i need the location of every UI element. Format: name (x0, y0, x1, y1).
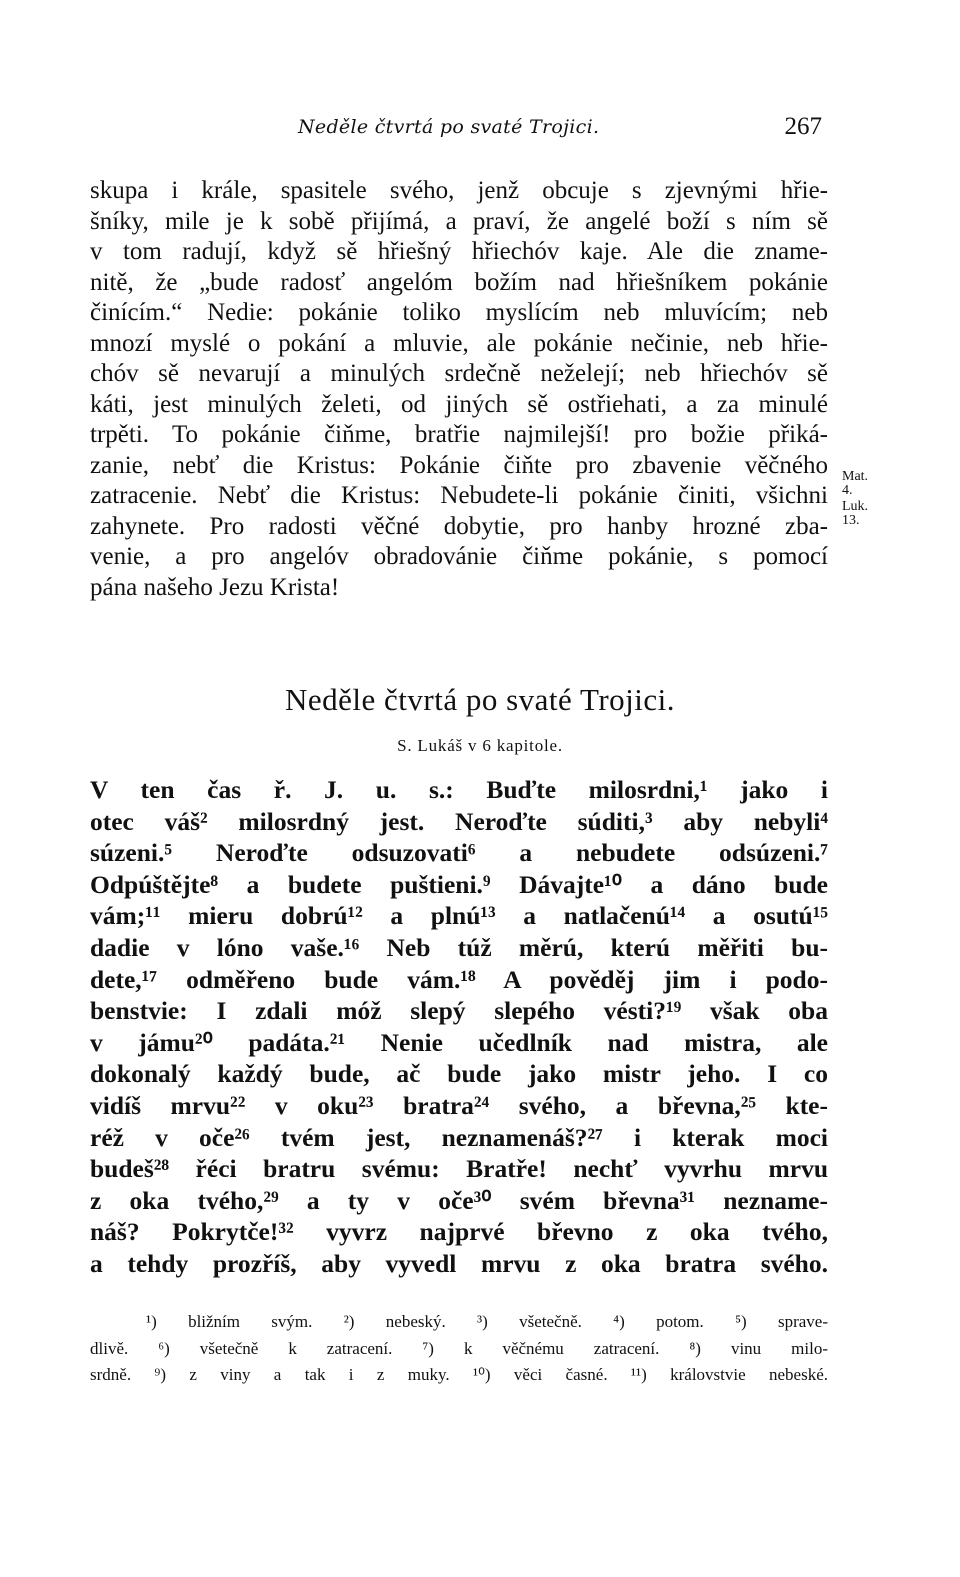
text-line: nitě, že „bude radosť angelóm božím nad hřiešníkem pokánie (90, 268, 828, 296)
text-line: činícím.“ Nedie: pokánie toliko myslícím neb mluvícím; neb (90, 299, 828, 326)
running-title: Neděle čtvrtá po svaté Trojici. (298, 116, 600, 138)
footnotes (90, 1309, 828, 1389)
text-line: zanie, nebť die Kristus: Pokánie čiňte pro zbavenie věčného (90, 451, 828, 479)
text-line: venie, a pro angelóv obradovánie čiňme pokánie, s pomocí (90, 543, 828, 570)
gospel-text (90, 774, 828, 1280)
gospel-line: z oka tvého,²⁹ a ty v oče³⁰ svém břevna³¹ neznamе- (90, 1185, 828, 1215)
gospel-line: vám;¹¹ mieru dobrú¹² a plnú¹³ a natlačenú¹⁴ a osutú¹⁵ (90, 901, 828, 931)
text-line: trpěti. To pokánie čiňme, bratřie najmilejší! pro božie přiká- (90, 421, 828, 448)
footnote-line: srdně. ⁹) z viny a tak i z muky. ¹⁰) věci časné. ¹¹) královstvie nebeské. (90, 1365, 828, 1384)
text-line: zatracenie. Nebť die Kristus: Nebudete-li pokánie činiti, všichni (90, 482, 828, 509)
paragraph (90, 176, 828, 603)
text-line: káti, jest minulých želeti, od jiných sě ostřiehati, a za minulé (90, 390, 828, 418)
section-subtitle: S. Lukáš v 6 kapitole. (397, 736, 563, 755)
text-line: mnozí myslé o pokání a mluvie, ale pokánie nečinie, neb hřie- (90, 329, 828, 357)
gospel-line: a tehdy prozříš, aby vyvedl mrvu z oka bratra svého. (90, 1248, 828, 1278)
gospel-line: dete,¹⁷ odměřeno bude vám.¹⁸ A pověděj jim i podo- (90, 964, 828, 994)
running-head (90, 113, 832, 146)
footnote-line: ¹) bližním svým. ²) nebeský. ³) všetečně. ⁴) potom. ⁵) sprave- (146, 1312, 828, 1331)
page-number: 267 (784, 113, 822, 140)
gospel-line: V ten čas ř. J. u. s.: Buďte milosrdni,¹ jako i (90, 775, 828, 804)
text-line: v tom radují, když sě hřiešný hřiechóv kaje. Ale die zname- (90, 238, 828, 265)
gospel-line: réž v oče²⁶ tvém jest, neznamenáš?²⁷ i kterak moci (90, 1122, 828, 1152)
gospel-line: Odpúštějte⁸ a budete puštieni.⁹ Dávajte¹⁰ a dáno bude (90, 869, 828, 899)
gospel-line: v jámu²⁰ padáta.²¹ Nenie učedlník nad mistra, ale (90, 1027, 828, 1057)
margin-note-mat: Mat. 4. (842, 469, 869, 498)
gospel-line: benstvie: I zdali móž slepý slepého vésti?¹⁹ však oba (90, 996, 828, 1026)
gospel-line: dokonalý každý bude, ač bude jako mistr jeho. I co (90, 1059, 828, 1089)
text-line: zahynete. Pro radosti věčné dobytie, pro hanby hrozné zba- (90, 512, 828, 540)
gospel-line: náš? Pokrytče!³² vyvrz najprvé břevno z oka tvého, (90, 1217, 828, 1247)
gospel-line: budeš²⁸ řéci bratru svému: Bratře! nechť vyvrhu mrvu (90, 1154, 828, 1184)
gospel-line: vidíš mrvu²² v oku²³ bratra²⁴ svého, a břevna,²⁵ kte- (90, 1090, 828, 1120)
text-line: pána našeho Jezu Krista! (90, 573, 340, 601)
gospel-line: súzeni.⁵ Neroďte odsuzovati⁶ a nebudete odsúzeni.⁷ (90, 838, 828, 868)
text-line: šníky, mile je k sobě přijímá, a praví, že angelé boží s ním sě (90, 207, 828, 235)
footnote-line: dlivě. ⁶) všetečně k zatracení. ⁷) k věčnému zatracení. ⁸) vinu milo- (90, 1338, 828, 1358)
margin-note-luk: Luk. 13. (842, 499, 869, 528)
gospel-line: dadie v lóno vaše.¹⁶ Neb túž měrú, kterú měřiti bu- (90, 932, 828, 962)
gospel-line: otec váš² milosrdný jest. Neroďte súditi,³ aby nebyli⁴ (90, 806, 828, 836)
text-line: skupa i krále, spasitele svého, jenž obcuje s zjevnými hřie- (90, 177, 828, 204)
section-title: Neděle čtvrtá po svaté Trojici. (285, 682, 675, 717)
text-line: chóv sě nevarují a minulých srdečně neželejí; neb hřiechóv sě (90, 360, 828, 387)
